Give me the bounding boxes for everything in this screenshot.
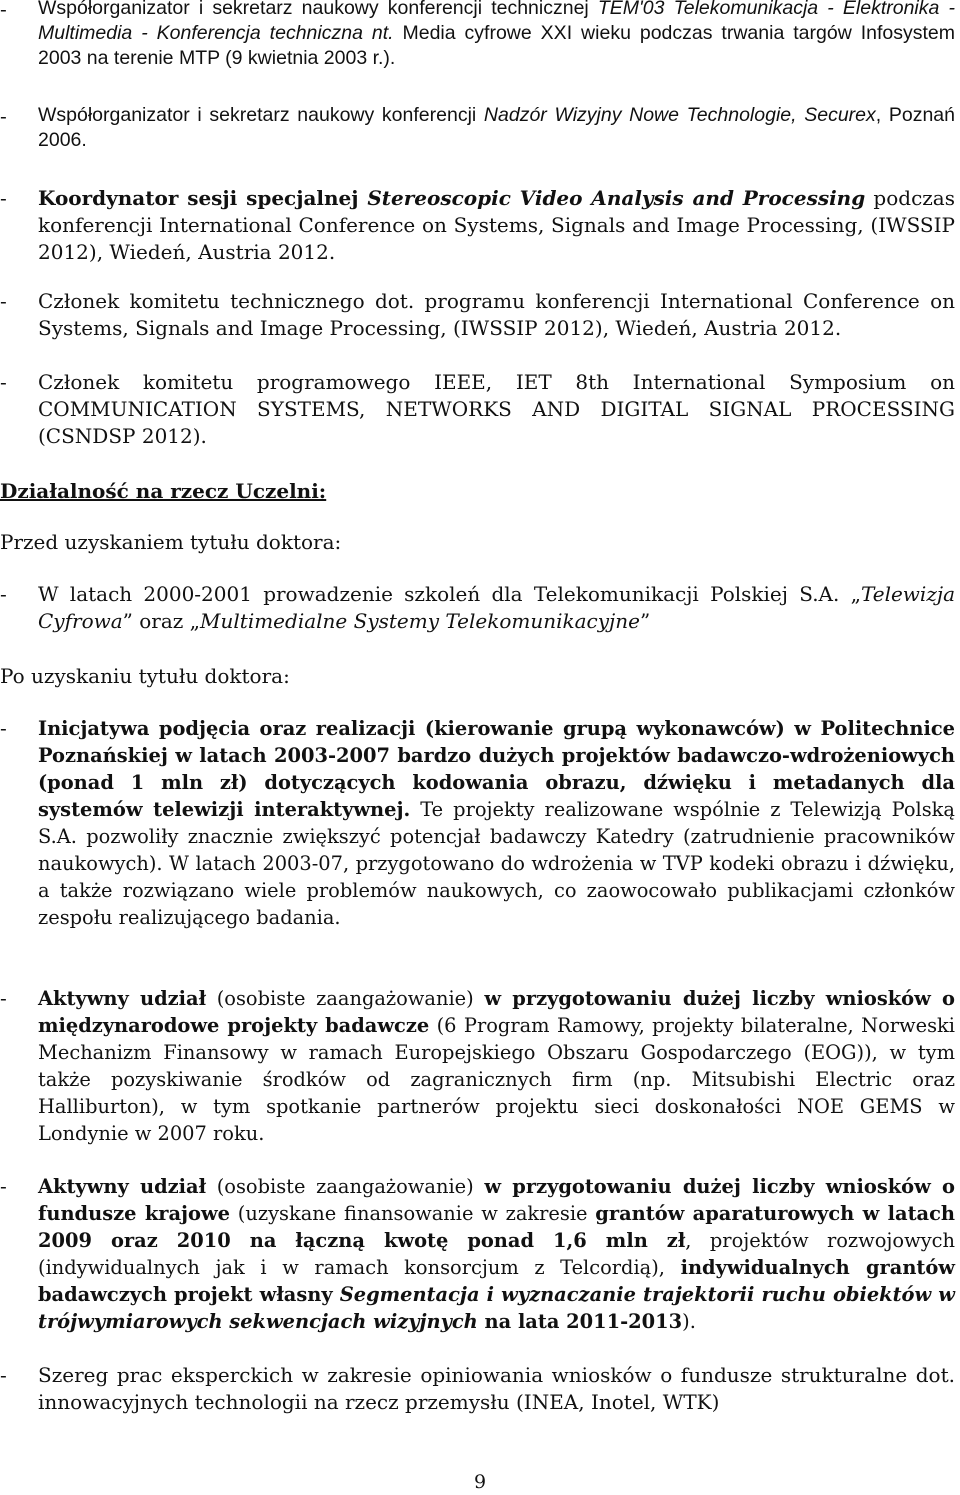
text-run: Telewizja Cyfrowa	[38, 582, 955, 633]
text-run: Współorganizator i sekretarz naukowy konferencji	[38, 104, 484, 126]
text-run: podczas konferencji International Conference on Systems, Signals and Image Processing, (IWSSIP 2012), Wiedeń, Austria 2012.	[38, 186, 955, 264]
list-item	[0, 103, 955, 153]
list-dash: -	[0, 289, 7, 313]
text-run: (6 Program Ramowy, projekty bilateralne, Norweski Mechanizm Finansowy w ramach Europejskiego Obszaru Gospodarczego (EOG)), w tym także pozyskiwanie środków od zagranicznych firm (np. Mitsubishi Electric oraz Halliburton), w tym spotkanie partnerów projektu sieci doskonałości NOE GEMS w Londynie w 2007 roku.	[38, 1014, 956, 1145]
list-item	[0, 369, 955, 450]
text-run: Aktywny udział	[38, 987, 207, 1010]
text-run: W latach 2000-2001 prowadzenie szkoleń dla Telekomunikacji Polskiej S.A. „	[38, 582, 861, 606]
text-run: Członek komitetu technicznego dot. programu konferencji International Conference on Systems, Signals and Image Processing, (IWSSIP 2012), Wiedeń, Austria 2012.	[38, 289, 955, 340]
text-run: , Poznań 2006.	[38, 104, 955, 151]
text-run: Szereg prac eksperckich w zakresie opiniowania wniosków o fundusze strukturalne dot. innowacyjnych technologii na rzecz przemysłu (INEA, Inotel, WTK)	[38, 1363, 955, 1414]
list-item	[0, 1173, 956, 1335]
list-item-text	[38, 288, 955, 342]
text-run: na lata 2011-2013	[477, 1310, 683, 1333]
text-run: ).	[682, 1310, 696, 1333]
list-item	[0, 581, 955, 635]
text-run: w przygotowaniu dużej liczby wniosków o fundusze krajowe	[38, 1175, 955, 1225]
section-title: Działalność na rzecz Uczelni:	[0, 479, 327, 503]
list-item	[0, 0, 955, 71]
text-run: Nadzór Wizyjny Nowe Technologie, Securex	[483, 104, 876, 126]
list-item	[0, 1362, 955, 1416]
after-phd-label: Po uzyskaniu tytułu doktora:	[0, 664, 290, 688]
text-run: Te projekty realizowane wspólnie z Telewizją Polską S.A. pozwoliły znacznie zwiększyć potencjał badawczy Katedry (zatrudnienie pracowników naukowych). W latach 2003-07, przygotowano do wdrożenia w TVP kodeki obrazu i dźwięku, a także rozwiązano wiele problemów naukowych, co zaowocowało publikacjami członków zespołu realizującego badania.	[38, 798, 955, 929]
list-item-text	[38, 581, 955, 635]
text-run: ” oraz „	[122, 609, 201, 633]
text-run: Segmentacja i wyznaczanie trajektorii ruchu obiektów w trójwymiarowych sekwencjach wizyjnych	[38, 1283, 955, 1333]
list-item	[0, 185, 955, 266]
text-run: (uzyskane finansowanie w zakresie	[230, 1202, 596, 1225]
text-run: Współorganizator i sekretarz naukowy konferencji technicznej	[38, 0, 598, 19]
text-run: Inicjatywa podjęcia oraz realizacji (kierowanie grupą wykonawców) w Politechnice Poznańskiej w latach 2003-2007 bardzo dużych projektów badawczo-wdrożeniowych (ponad 1 mln zł) dotyczących kodowania obrazu, dźwięku i metadanych dla systemów telewizji interaktywnej.	[38, 717, 955, 821]
list-dash: -	[0, 1363, 7, 1387]
text-run: ”	[639, 609, 651, 633]
list-item-text	[38, 0, 955, 71]
text-run: indywidualnych grantów badawczych projekt własny	[38, 1256, 955, 1306]
list-dash: -	[0, 716, 7, 740]
list-dash: -	[0, 104, 7, 128]
text-run: grantów aparaturowych w latach 2009 oraz 2010 na łączną kwotę ponad 1,6 mln zł	[38, 1202, 956, 1252]
list-dash: -	[0, 986, 7, 1010]
text-run: , projektów rozwojowych (indywidualnych jak i w ramach konsorcjum z Telcordią),	[38, 1229, 956, 1279]
list-dash: -	[0, 370, 7, 394]
list-dash: -	[0, 582, 7, 606]
list-item-text	[38, 715, 955, 931]
text-run: Media cyfrowe XXI wieku podczas trwania targów Infosystem 2003 na terenie MTP (9 kwietnia 2003 r.).	[38, 22, 955, 69]
list-item	[0, 715, 955, 931]
list-item-text	[38, 369, 955, 450]
list-dash: -	[0, 186, 7, 210]
before-phd-label: Przed uzyskaniem tytułu doktora:	[0, 530, 342, 554]
list-item-text	[38, 103, 955, 153]
list-dash: -	[0, 1174, 7, 1198]
list-item-text	[38, 1173, 955, 1335]
text-run: Multimedialne Systemy Telekomunikacyjne	[200, 609, 640, 633]
list-item-text	[38, 985, 955, 1147]
text-run: Członek komitetu programowego IEEE, IET 8th International Symposium on COMMUNICATION SYSTEMS, NETWORKS AND DIGITAL SIGNAL PROCESSING (CSNDSP 2012).	[38, 370, 955, 448]
page-number: 9	[473, 1471, 487, 1493]
list-item-text	[38, 185, 955, 266]
text-run: Aktywny udział	[38, 1175, 207, 1198]
list-item-text	[38, 1362, 955, 1416]
list-item	[0, 985, 956, 1147]
list-item	[0, 288, 955, 342]
text-run: (osobiste zaangażowanie)	[206, 1175, 485, 1198]
text-run: Koordynator sesji specjalnej	[38, 186, 368, 210]
text-run: TEM'03 Telekomunikacja - Elektronika - Multimedia - Konferencja techniczna nt.	[38, 0, 955, 44]
text-run: w przygotowaniu dużej liczby wniosków o międzynarodowe projekty badawcze	[38, 987, 955, 1037]
list-dash: -	[0, 0, 7, 21]
text-run: Stereoscopic Video Analysis and Processing	[367, 186, 866, 210]
text-run: (osobiste zaangażowanie)	[206, 987, 485, 1010]
